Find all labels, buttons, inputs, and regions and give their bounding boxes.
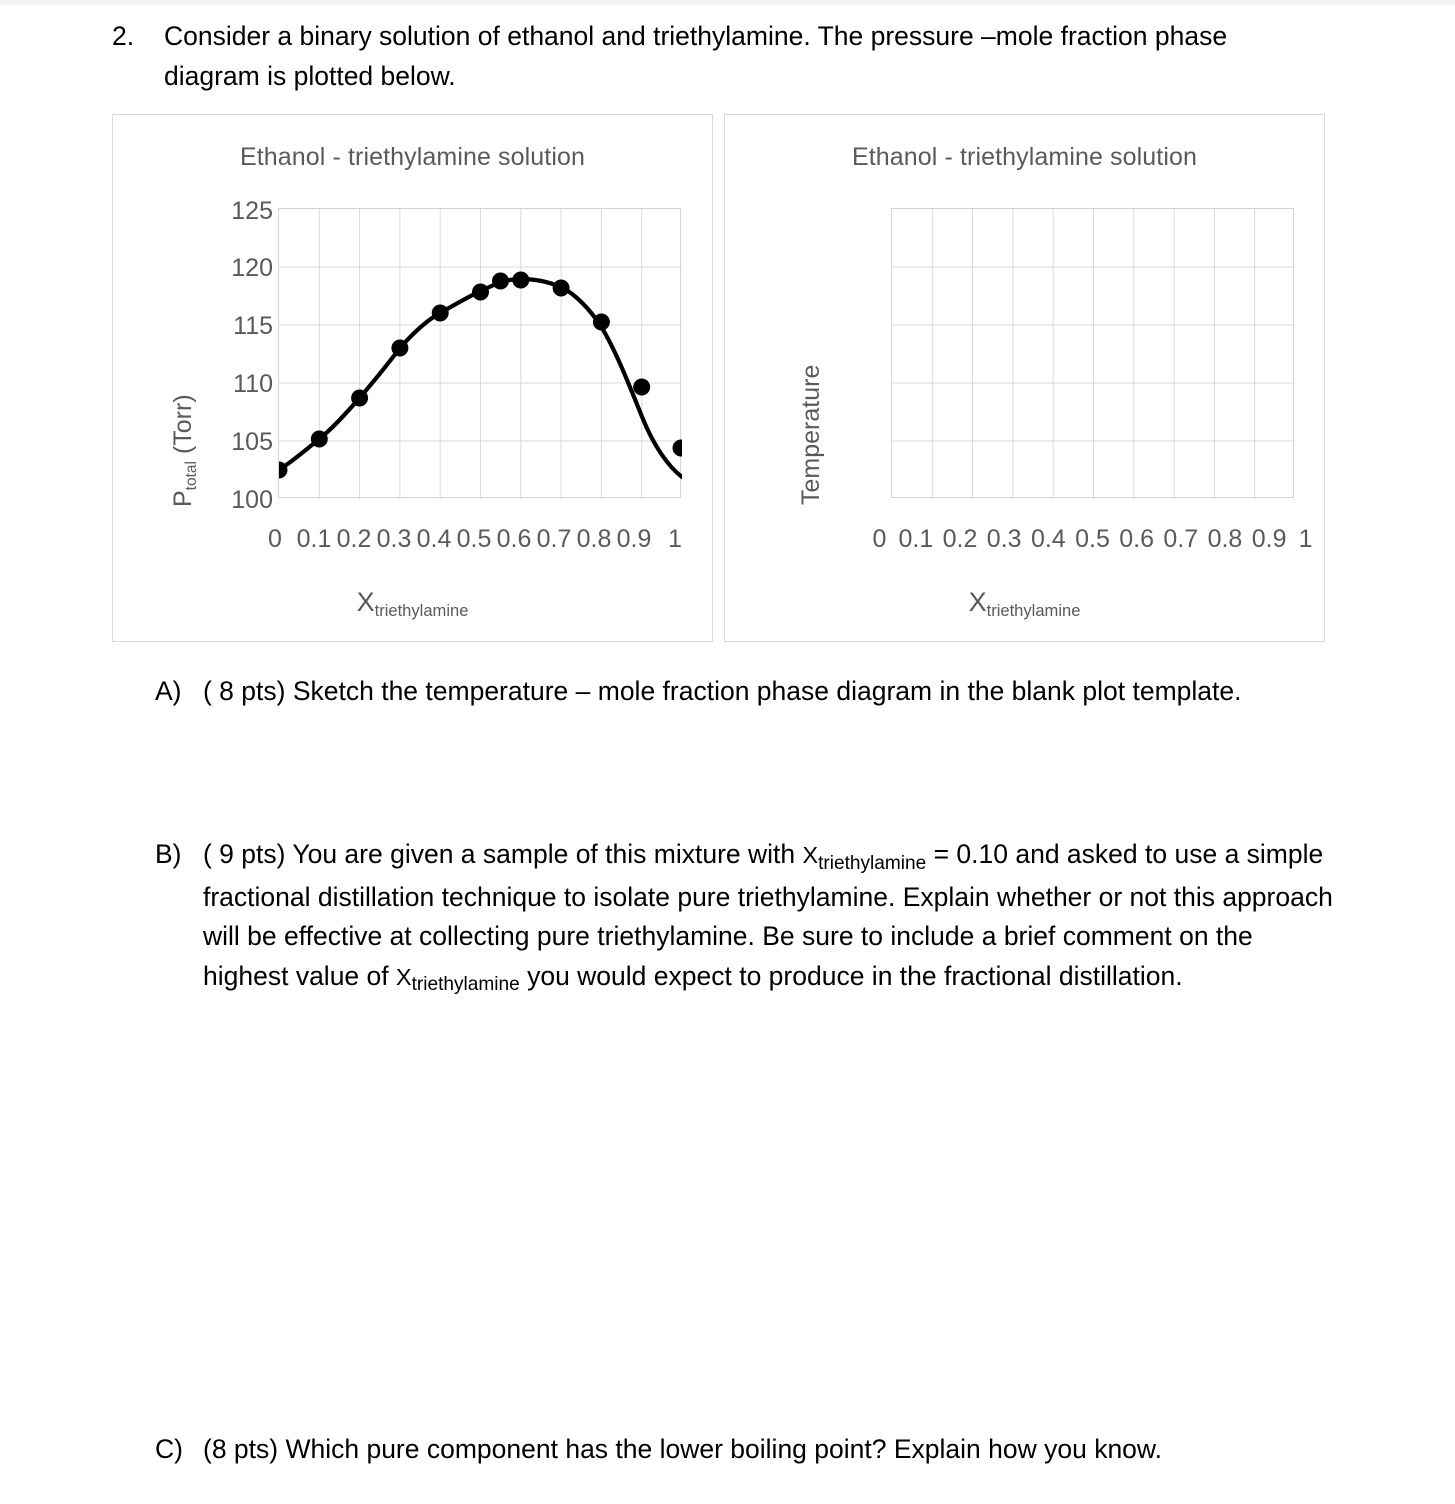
part-c-text: (8 pts) Which pure component has the lower boiling point? Explain how you know. [203,1434,1162,1464]
question-part-c [155,1430,1340,1470]
left-x-tick-0.9: 0.9 [616,525,652,553]
part-b-text-segment-1: ( 9 pts) You are given a sample of this mixture with [203,839,803,869]
part-b-mole-fraction-subscript-1: triethylamine [818,852,927,874]
left-x-tick-0.8: 0.8 [576,525,612,553]
left-y-tick-115: 115 [233,312,273,340]
part-b-mole-fraction-symbol-1: X [802,842,819,868]
right-x-tick-0.4: 0.4 [1030,525,1066,553]
left-plot-area [278,208,681,498]
left-chart-title: Ethanol - triethylamine solution [239,143,586,171]
part-c-label: C) [155,1434,183,1464]
y-axis-title-unit: (Torr) [169,394,197,461]
left-x-tick-labels [256,527,706,552]
right-x-tick-0.3: 0.3 [986,525,1022,553]
right-x-tick-0.9: 0.9 [1251,525,1287,553]
left-plot-svg [279,209,682,499]
temperature-mole-fraction-blank-chart [724,114,1325,642]
right-x-tick-0.6: 0.6 [1119,525,1155,553]
question-stem [112,16,1272,96]
right-x-tick-0.8: 0.8 [1207,525,1243,553]
question-part-b [155,835,1340,999]
part-b-text-segment-2: = 0.10 and asked to use a simple fractional distillation technique to isolate pure triethylamine. Explain whether or not this approach will be effective at collecting pure triethylamine. Be sure to include a brief comment on the highest value of [203,839,1333,991]
left-x-tick-0: 0 [268,525,282,553]
right-x-tick-labels [865,527,1320,552]
x-axis-title-sub: triethylamine [374,601,469,621]
question-part-a [155,672,1340,712]
right-chart-x-axis-title [725,587,1324,621]
part-b-text-segment-3: you would expect to produce in the fractional distillation. [519,960,1183,991]
left-x-tick-1: 1 [668,525,682,553]
left-x-tick-0.5: 0.5 [456,525,492,553]
left-x-tick-0.2: 0.2 [336,525,372,553]
left-y-tick-125: 125 [231,197,273,225]
vertical-gridlines [319,209,641,499]
x-axis-title-sub: triethylamine [986,601,1081,621]
y-axis-title-main: P [169,490,197,507]
data-point [311,431,328,448]
right-chart-y-axis-title: Temperature [797,364,825,505]
question-stem-text: Consider a binary solution of ethanol and triethylamine. The pressure –mole fraction phase diagram is plotted below. [164,21,1228,91]
right-x-tick-0.5: 0.5 [1075,525,1110,553]
data-point [351,390,368,407]
data-point [492,273,509,290]
left-y-tick-110: 110 [233,370,273,398]
data-point [593,314,610,331]
pressure-mole-fraction-chart [112,114,713,642]
left-x-tick-0.6: 0.6 [496,525,532,553]
left-y-tick-120: 120 [231,254,273,282]
vertical-gridlines [932,209,1254,499]
right-chart-title: Ethanol - triethylamine solution [851,143,1198,171]
data-point [633,379,650,396]
part-b-text [203,835,1340,999]
left-y-tick-100: 100 [231,486,273,514]
x-axis-title-main: X [356,587,375,617]
data-point [432,305,449,322]
right-x-tick-1: 1 [1298,525,1313,553]
right-x-tick-0: 0 [872,525,887,553]
right-x-tick-0.7: 0.7 [1163,525,1199,553]
part-a-text: ( 8 pts) Sketch the temperature – mole fraction phase diagram in the blank plot template. [203,676,1242,706]
part-b-mole-fraction-symbol-2: X [396,963,412,990]
data-point [391,340,408,357]
part-a-label: A) [155,676,182,706]
x-axis-title-main: X [968,587,987,617]
left-y-tick-105: 105 [231,428,273,456]
y-axis-title-sub: total [182,461,200,491]
charts-row [112,114,1325,642]
left-x-tick-0.3: 0.3 [376,525,412,553]
left-x-tick-0.7: 0.7 [536,525,572,553]
data-point [553,280,570,297]
left-chart-x-axis-title [113,587,712,621]
right-plot-area[interactable] [891,208,1294,498]
data-point [673,440,683,457]
part-b-label: B) [155,839,182,869]
right-x-tick-0.2: 0.2 [942,525,978,553]
page-top-strip [0,0,1455,5]
question-number: 2. [112,21,135,51]
left-x-tick-0.1: 0.1 [296,525,332,553]
right-plot-svg [892,209,1295,499]
part-b-mole-fraction-subscript-2: triethylamine [411,974,520,996]
left-x-tick-0.4: 0.4 [416,525,452,553]
data-point [472,284,489,301]
data-point [512,272,529,289]
right-x-tick-0.1: 0.1 [898,525,934,553]
